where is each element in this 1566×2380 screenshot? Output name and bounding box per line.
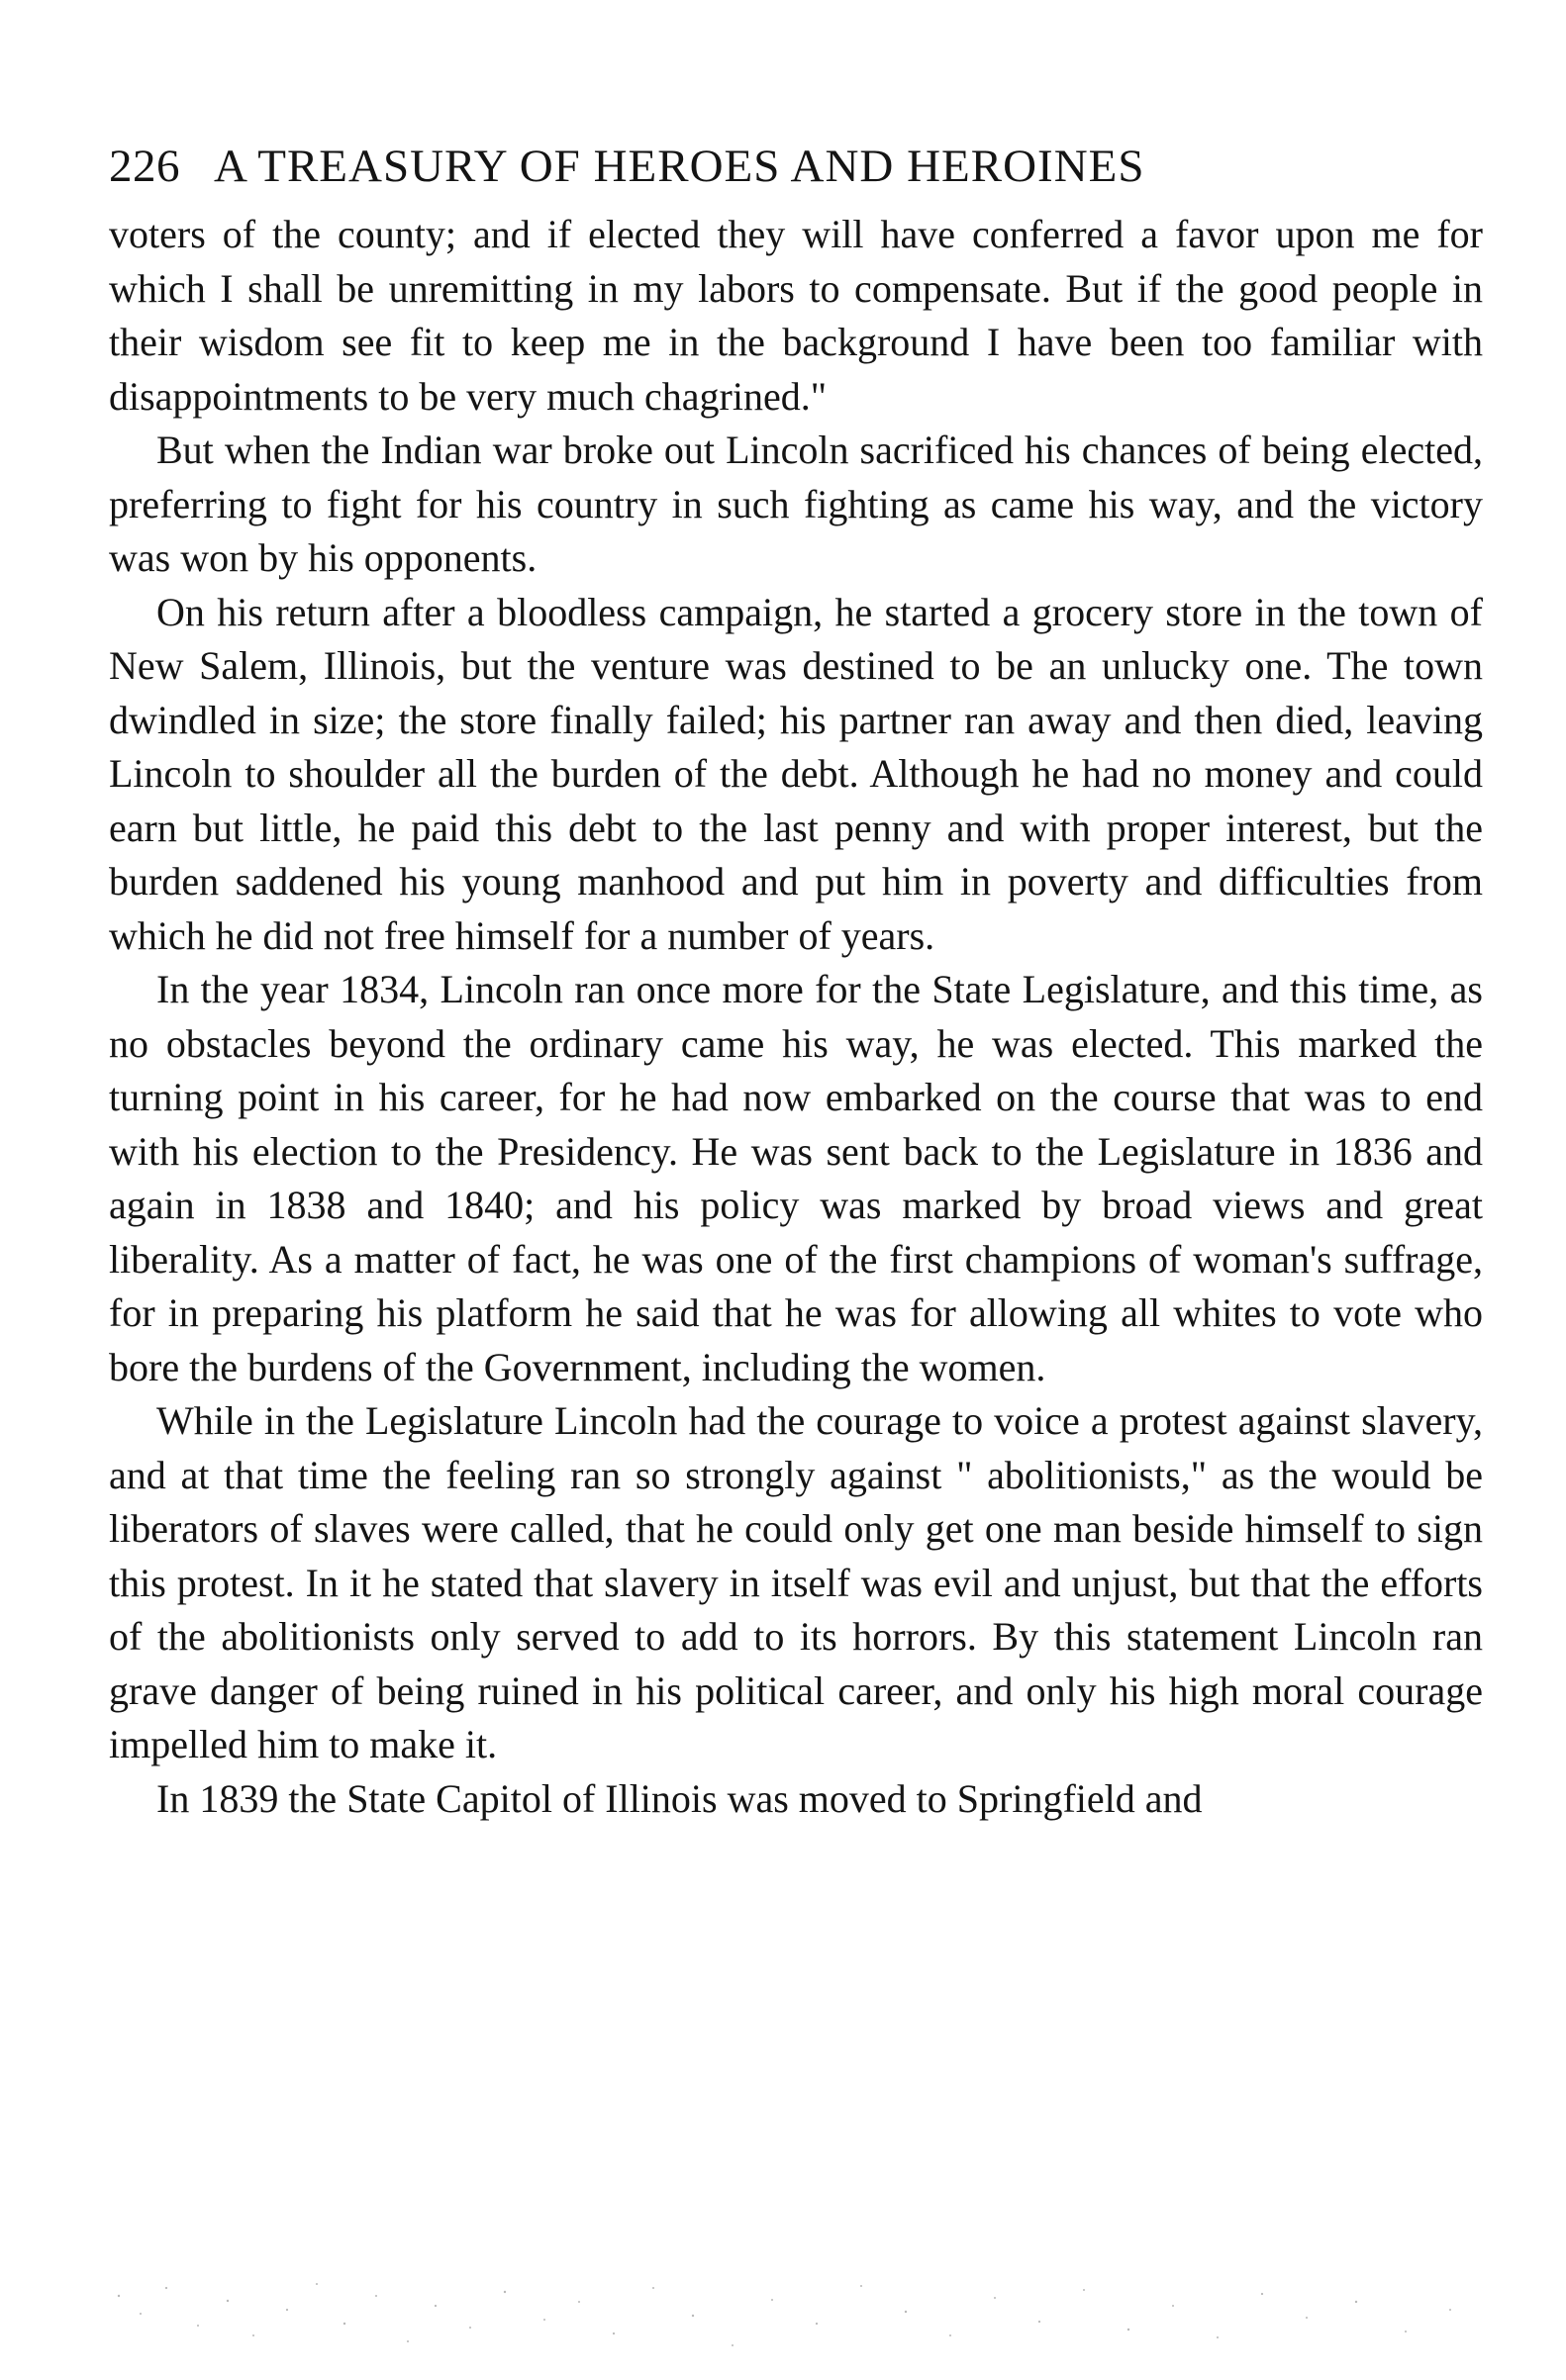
book-page [109, 137, 1483, 1826]
paragraph-continued: voters of the county; and if elected they will have conferred a favor upon me for which I shall be unremitting in my labors to compensate. But if the good people in their wisdom see fit to keep me in the background I have been too familiar with disappointments to be very much chagrined." [109, 212, 1483, 419]
paragraph: In the year 1834, Lincoln ran once more for the State Legislature, and this time, as no obstacles beyond the ordinary came his way, he was elected. This marked the turning point in his career, for he had now embarked on the course that was to end with his election to the Presidency. He was sent back to the Legislature in 1836 and again in 1838 and 1840; and his policy was marked by broad views and great liberality. As a matter of fact, he was one of the first champions of woman's suffrage, for in preparing his platform he said that he was for allowing all whites to vote who bore the burdens of the Government, including the women. [109, 967, 1483, 1389]
book-title: A TREASURY OF HEROES AND HEROINES [214, 141, 1145, 192]
paragraph-last: In 1839 the State Capitol of Illinois was moved to Springfield and [156, 1775, 1203, 1821]
paragraph: But when the Indian war broke out Lincoln sacrificed his chances of being elected, preferring to fight for his country in such fighting as came his way, and the victory was won by his opponents. [109, 428, 1483, 580]
body-text [109, 208, 1483, 1826]
page-number: 226 [109, 141, 180, 192]
running-head [109, 137, 1483, 196]
scan-speckle-decoration [79, 2266, 1485, 2365]
paragraph: On his return after a bloodless campaign, he started a grocery store in the town of New Salem, Illinois, but the venture was destined to be an unlucky one. The town dwindled in size; the store finally failed; his partner ran away and then died, leaving Lincoln to shoulder all the burden of the debt. Although he had no money and could earn but little, he paid this debt to the last penny and with proper interest, but the burden saddened his young manhood and put him in poverty and difficulties from which he did not free himself for a number of years. [109, 589, 1483, 958]
paragraph: While in the Legislature Lincoln had the courage to voice a protest against slavery, and at that time the feeling ran so strongly against " abolitionists," as the would be liberators of slaves were called, that he could only get one man beside himself to sign this protest. In it he stated that slavery in itself was evil and unjust, but that the efforts of the abolitionists only served to add to its horrors. By this statement Lincoln ran grave danger of being ruined in his political career, and only his high moral courage impelled him to make it. [109, 1398, 1483, 1766]
